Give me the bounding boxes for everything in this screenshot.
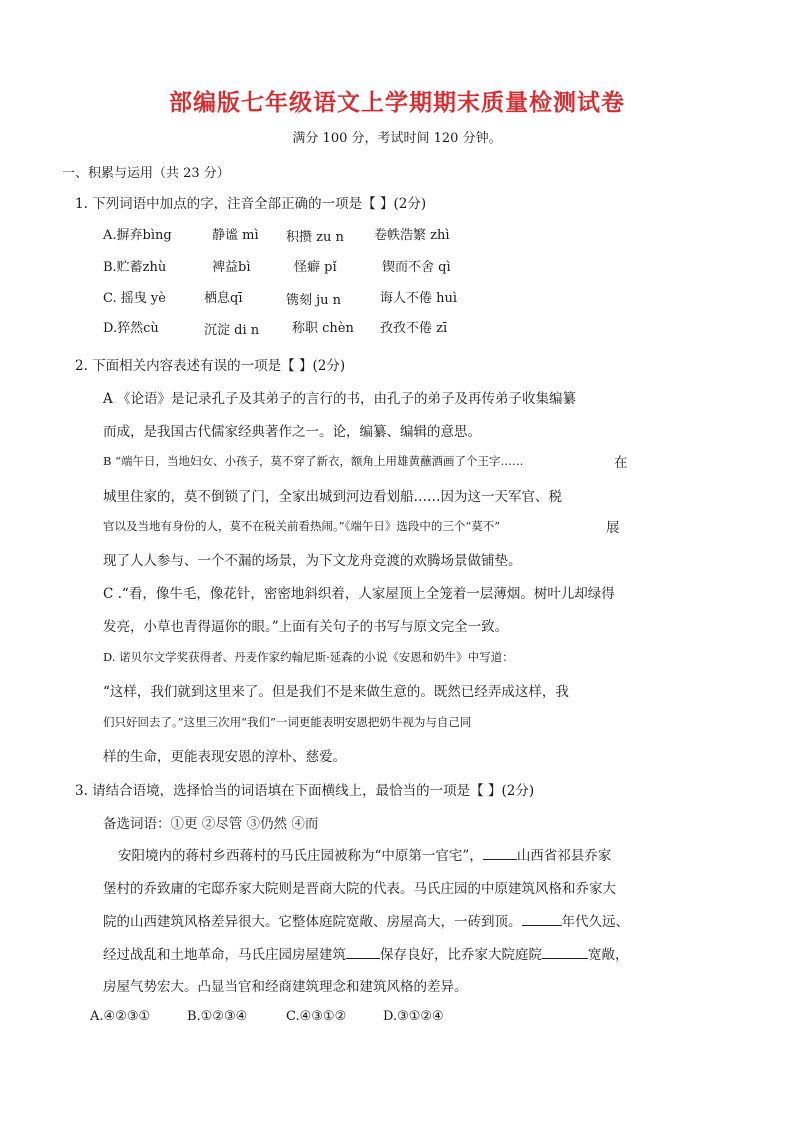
q2-option-d-line1: D. 诺贝尔文学奖获得者、丹麦作家约翰尼斯·延森的小说《安恩和奶牛》中写道： xyxy=(103,650,514,664)
q2-option-b-line1: B “端午日，当地妇女、小孩子，莫不穿了新衣，额角上用雄黄蘸酒画了个王字…… xyxy=(103,454,524,468)
q3-option-a: A.④②③① xyxy=(90,1009,151,1024)
q3-passage-line1 xyxy=(118,844,611,864)
fill-blank-4 xyxy=(542,946,588,959)
q3-passage-line4-a: 经过战乱和土地革命，马氏庄园房屋建筑 xyxy=(103,947,346,963)
q3-option-c: C.④③①② xyxy=(286,1009,347,1024)
q1-option-c-1: C. 摇曳 yè xyxy=(103,291,166,306)
q1-option-d-4: 孜孜不倦 zī xyxy=(380,321,448,336)
q2-stem: 2. 下面相关内容表述有误的一项是【 】(2分) xyxy=(75,358,346,374)
q1-option-c-4: 诲人不倦 huì xyxy=(380,291,458,306)
fill-blank-3 xyxy=(346,946,380,959)
q3-option-b: B.①②③④ xyxy=(187,1009,248,1024)
q1-option-a-3: 积攒 zu n xyxy=(286,230,344,245)
q1-option-c-3: 镌刻 ju n xyxy=(286,293,342,308)
q3-passage-line1-b: 山西省祁县乔家 xyxy=(516,848,612,864)
q1-option-b-4: 锲而不舍 qì xyxy=(382,260,451,275)
q3-passage-line3-a: 院的山西建筑风格差异很大。它整体庭院宽敞、房屋高大，一砖到顶。 xyxy=(103,914,522,930)
q1-option-a-4: 卷帙浩繁 zhì xyxy=(374,228,450,243)
q1-stem: 1. 下列词语中加点的字，注音全部正确的一项是【 】(2分) xyxy=(75,196,427,212)
q2-option-d-line3: 们只好回去了。”这里三次用“我们”一词更能表明安恩把奶牛视为与自己同 xyxy=(103,715,472,729)
q3-stem: 3. 请结合语境，选择恰当的词语填在下面横线上，最恰当的一项是【 】(2分) xyxy=(75,783,535,799)
q3-passage-line3-b: 年代久远、 xyxy=(561,914,629,930)
q1-option-a-1: A.摒弃bìng xyxy=(103,228,172,243)
q1-option-a-2: 静谧 mì xyxy=(212,228,259,243)
q2-option-a-line1: A 《论语》是记录孔子及其弟子的言行的书，由孔子的弟子及再传弟子收集编纂 xyxy=(103,391,577,407)
q2-option-a-line2: 而成，是我国古代儒家经典著作之一。论，编纂、编辑的意思。 xyxy=(103,424,481,440)
q3-passage-line5: 房屋气势宏大。凸显当官和经商建筑理念和建筑风格的差异。 xyxy=(103,979,468,995)
q2-option-b-line3-tail: 展 xyxy=(606,520,620,536)
q3-option-d: D.③①②④ xyxy=(383,1009,444,1024)
q2-option-d-line2: “这样，我们就到这里来了。但是我们不是来做生意的。既然已经弄成这样，我 xyxy=(103,684,569,700)
q1-option-b-2: 裨益bì xyxy=(212,260,251,275)
q2-option-c-line2: 发亮，小草也青得逼你的眼。”上面有关句子的书写与原文完全一致。 xyxy=(103,619,509,635)
q3-passage-line4 xyxy=(103,943,629,963)
q1-option-d-3: 称职 chèn xyxy=(292,321,354,336)
q2-option-c-line1: C .“看，像牛毛，像花针，密密地斜织着，人家屋顶上全笼着一层薄烟。树叶儿却绿得 xyxy=(103,586,615,602)
q1-option-b-3: 怪癖 pǐ xyxy=(294,260,337,275)
q1-option-d-2: 沉淀 di n xyxy=(204,323,260,338)
q3-passage-line3 xyxy=(103,910,629,930)
q1-option-c-2: 栖息qī xyxy=(204,291,243,306)
q2-option-d-line4: 样的生命，更能表现安恩的淳朴、慈爱。 xyxy=(103,749,346,765)
q2-option-b-line3: 官以及当地有身份的人，莫不在税关前看热闹。”《端午日》选段中的三个“莫不” xyxy=(103,519,501,533)
q3-passage-line1-a: 安阳境内的蒋村乡西蒋村的马氏庄园被称为“中原第一官宅”， xyxy=(118,848,483,864)
section-heading: 一、积累与运用（共 23 分） xyxy=(62,166,230,181)
q1-option-d-1: D.猝然cù xyxy=(103,321,159,336)
q2-option-b-line4: 现了人人参与、一个不漏的场景，为下文龙舟竞渡的欢腾场景做铺垫。 xyxy=(103,553,522,569)
q3-passage-line2: 堡村的乔致庸的宅邸乔家大院则是晋商大院的代表。马氏庄园的中原建筑风格和乔家大 xyxy=(103,881,616,897)
exam-info: 满分 100 分，考试时间 120 分钟。 xyxy=(292,131,502,146)
fill-blank-1 xyxy=(483,847,517,860)
q2-option-b-line2: 城里住家的，莫不倒锁了门，全家出城到河边看划船……因为这一天军官、税 xyxy=(103,489,562,505)
page-title: 部编版七年级语文上学期期末质量检测试卷 xyxy=(169,90,625,116)
q3-word-bank: 备选词语：①更 ②尽管 ③仍然 ④而 xyxy=(103,816,319,832)
q3-passage-line4-c: 宽敞， xyxy=(588,947,629,963)
q3-passage-line4-b: 保存良好，比乔家大院庭院 xyxy=(380,947,542,963)
q2-option-b-line1-tail: 在 xyxy=(614,455,628,471)
q1-option-b-1: B.贮蓄zhù xyxy=(103,260,167,275)
fill-blank-2 xyxy=(522,913,562,926)
